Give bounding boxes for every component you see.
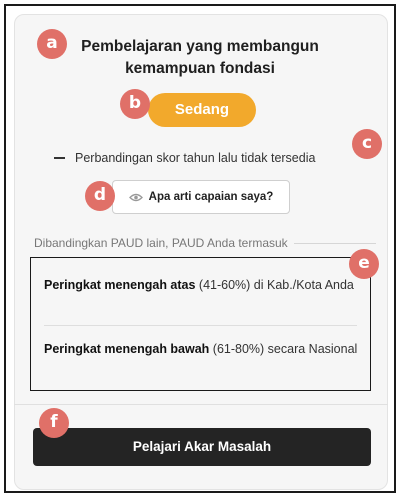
title-line-2: kemampuan fondasi	[125, 60, 275, 77]
competency-title	[30, 36, 370, 80]
rank-item-national	[44, 340, 362, 359]
root-cause-button[interactable]: Pelajari Akar Masalah	[33, 428, 371, 466]
annotation-marker-c: c	[352, 129, 382, 159]
rank-divider	[44, 325, 357, 326]
ranking-heading-text: Dibandingkan PAUD lain, PAUD Anda termasuk	[34, 236, 288, 250]
dash-icon	[54, 157, 65, 159]
annotation-marker-a: a	[37, 29, 67, 59]
rank-item-national-detail: (61-80%) secara Nasional	[209, 342, 358, 356]
footer-divider	[14, 404, 388, 405]
annotation-marker-f: f	[39, 408, 69, 438]
ranking-heading	[34, 235, 380, 251]
competency-card	[14, 14, 388, 490]
info-button-label: Apa arti capaian saya?	[148, 191, 274, 203]
ranking-box	[30, 257, 371, 391]
comparison-note	[54, 149, 315, 167]
comparison-note-text: Perbandingan skor tahun lalu tidak tersedia	[75, 151, 316, 165]
annotation-marker-b: b	[120, 89, 150, 119]
level-badge: Sedang	[148, 93, 256, 127]
title-line-1: Pembelajaran yang membangun	[81, 38, 319, 55]
eye-icon	[129, 193, 143, 202]
annotation-marker-e: e	[349, 249, 379, 279]
rank-item-district-detail: (41-60%) di Kab./Kota Anda	[195, 278, 354, 292]
annotation-marker-d: d	[85, 181, 115, 211]
heading-divider	[294, 243, 376, 244]
info-button[interactable]	[112, 180, 290, 214]
rank-item-district	[44, 276, 362, 295]
rank-item-district-title: Peringkat menengah atas	[44, 278, 196, 292]
rank-item-national-title: Peringkat menengah bawah	[44, 342, 210, 356]
